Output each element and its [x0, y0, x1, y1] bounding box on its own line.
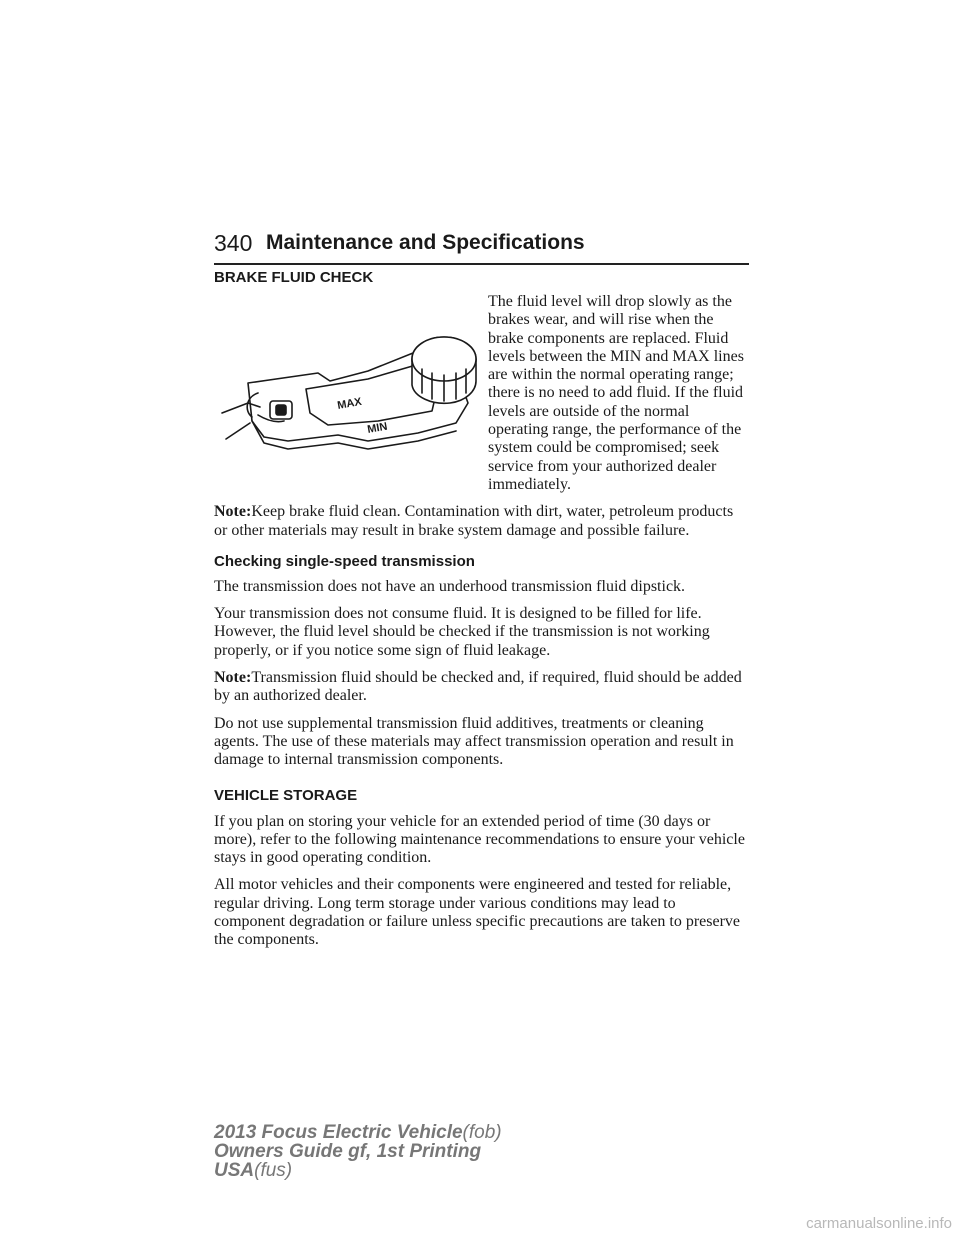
note-label: Note:	[214, 503, 252, 521]
brake-fluid-level-text: The fluid level will drop slowly as the brakes wear, and will rise when the brake components are replaced. Fluid levels between the MIN and MAX lines are within the normal operating range; there is no need to add fluid. If the fluid levels are outside of the normal operating range, the performance of the system could be compromised; seek service from your authorized dealer immediately.	[488, 293, 744, 493]
footer-line-2	[214, 1142, 502, 1161]
vehicle-storage-components: All motor vehicles and their components were engineered and tested for reliable, regular driving. Long term storage under various conditions may lead to component degradation or failure unless specific precautions are taken to preserve the components.	[214, 876, 741, 949]
max-label: MAX	[336, 395, 363, 412]
note-text: Keep brake fluid clean. Contamination with dirt, water, petroleum products or other materials may result in brake system damage and possible failure.	[214, 503, 734, 539]
footer-printing: Owners Guide gf, 1st Printing	[214, 1141, 482, 1162]
footer-vehicle-code: (fob)	[462, 1122, 502, 1143]
min-label: MIN	[366, 420, 389, 436]
page-header	[214, 229, 749, 265]
transmission-dipstick-text: The transmission does not have an underhood transmission fluid dipstick.	[214, 577, 686, 595]
footer-market: USA	[214, 1160, 255, 1181]
footer-vehicle: 2013 Focus Electric Vehicle	[214, 1122, 463, 1143]
footer-line-1	[214, 1123, 502, 1142]
page-content	[214, 268, 749, 950]
transmission-additives-text: Do not use supplemental transmission fluid additives, treatments or cleaning agents. The use of these materials may affect transmission operation and result in damage to internal transmission components.	[214, 714, 734, 769]
transmission-note	[214, 669, 749, 706]
brake-fluid-figure-row	[214, 293, 749, 494]
transmission-heading: Checking single-speed transmission	[214, 552, 475, 570]
vehicle-storage-heading: VEHICLE STORAGE	[214, 786, 358, 804]
page-number: 340	[214, 230, 253, 256]
brake-fluid-note	[214, 503, 749, 540]
document-footer	[214, 1123, 502, 1180]
vehicle-storage-intro: If you plan on storing your vehicle for an extended period of time (30 days or more), refer to the following maintenance recommendations to ensure your vehicle stays in good operating condition.	[214, 812, 745, 867]
footer-market-code: (fus)	[254, 1160, 293, 1181]
watermark: carmanualsonline.info	[806, 1215, 952, 1232]
brake-fluid-reservoir-illustration	[218, 293, 488, 465]
reservoir-drawing	[218, 293, 488, 465]
section-title: Maintenance and Specifications	[266, 231, 585, 254]
footer-line-3	[214, 1161, 502, 1180]
note-label: Note:	[214, 669, 252, 687]
transmission-fluid-text: Your transmission does not consume fluid. It is designed to be filled for life. However, the fluid level should be checked if the transmission is not working properly, or if you notice some sign of fluid leakage.	[214, 605, 710, 659]
note-text: Transmission fluid should be checked and, if required, fluid should be added by an authorized dealer.	[214, 669, 742, 705]
brake-fluid-heading: BRAKE FLUID CHECK	[214, 269, 374, 286]
